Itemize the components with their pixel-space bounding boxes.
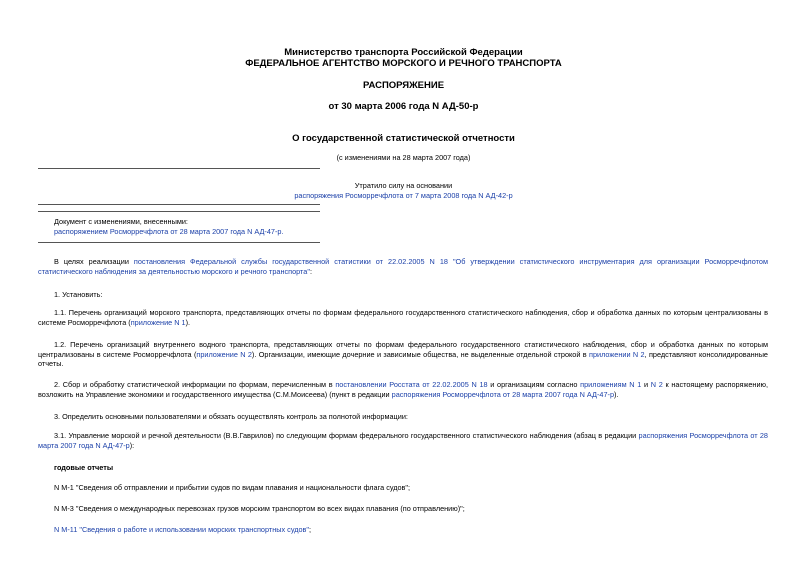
form-m3: N М-3 "Сведения о международных перевозках грузов морским транспортом во всех видах плавания (по отправлению)"; — [54, 504, 465, 513]
void-notice-link[interactable]: распоряжения Росморречфлота от 7 марта 2008 года N АД-42-р — [294, 191, 513, 200]
form-m1: N М-1 "Сведения об отправлении и прибытии судов по видам плавания и национальности флага судов"; — [54, 483, 411, 492]
paragraph-2: 2. Сбор и обработку статистической информации по формам, перечисленным в постановлении Росстата от 22.02.2005 N 18 и организациям согласно приложениям N 1 и N 2 к настоящему распоряжению, возложить на Управление экономики и государственного имущества (С.М.Моисеева) (пункт в редакции распоряжения Росморречфлота от 28 марта 2007 года N АД-47-р). — [38, 380, 769, 399]
divider — [38, 242, 320, 243]
annual-reports-heading: годовые отчеты — [54, 463, 114, 472]
form-m11: N М-11 "Сведения о работе и использовании морских транспортных судов"; — [54, 525, 312, 534]
changes-block-label: Документ с изменениями, внесенными: — [54, 217, 188, 226]
paragraph-3-1: 3.1. Управление морской и речной деятельности (В.В.Гаврилов) по следующим формам федерального государственного статистического наблюдения (абзац в редакции распоряжения Росморречфлота от 28 марта 2007 года N АД-47-р): — [38, 431, 768, 450]
divider — [38, 211, 320, 212]
paragraph-3: 3. Определить основными пользователями и обязать осуществлять контроль за полнотой информации: — [54, 412, 408, 421]
appendix-2-link-2[interactable]: приложении N 2 — [589, 349, 645, 359]
intro-paragraph: В целях реализации постановления Федеральной службы государственной статистики от 22.02.2005 N 18 "Об утверждении статистического инструментария для организации Росморречфлотом статистического наблюдения за деятельностью морского и речного транспорта": — [38, 257, 769, 276]
paragraph-1-1: 1.1. Перечень организаций морского транспорта, представляющих отчеты по формам федерального государственного статистического наблюдения, сбор и обработка данных по которым централизованы в системе Росморречфлота (приложение N 1). — [38, 308, 768, 327]
divider — [38, 168, 320, 169]
amendment-link-2[interactable]: распоряжения Росморречфлота от 28 марта 2007 года N АД-47-р — [38, 431, 768, 450]
agency-title: ФЕДЕРАЛЬНОЕ АГЕНТСТВО МОРСКОГО И РЕЧНОГО ТРАНСПОРТА — [245, 58, 562, 69]
appendix-2-link-3[interactable]: N 2 — [650, 380, 663, 389]
paragraph-1-2: 1.2. Перечень организаций внутреннего водного транспорта, представляющих отчеты по формам федерального государственного статистического наблюдения, сбор и обработка данных по которым централизованы в системе Росморречфлота (приложение N 2). Организации, имеющие дочерние и зависимые общества, не выделенные отдельной строкой в приложении N 2, представляют консолидированные отчеты. — [38, 340, 768, 369]
form-m11-link[interactable]: N М-11 "Сведения о работе и использовании морских транспортных судов" — [54, 525, 310, 534]
changes-note: (с изменениями на 28 марта 2007 года) — [336, 153, 471, 162]
appendix-2-link[interactable]: приложение N 2 — [196, 349, 252, 359]
paragraph-1: 1. Установить: — [54, 290, 103, 299]
appendix-1-link[interactable]: приложение N 1 — [130, 317, 186, 327]
rosstat-link[interactable]: постановлении Росстата от 22.02.2005 N 18 — [335, 380, 488, 389]
document-date: от 30 марта 2006 года N АД-50-р — [328, 101, 479, 112]
void-notice-text: Утратило силу на основании — [354, 181, 453, 190]
changes-block-link[interactable]: распоряжением Росморречфлота от 28 марта 2007 года N АД-47-р. — [54, 227, 284, 236]
document-title: О государственной статистической отчетности — [292, 133, 515, 144]
amendment-link[interactable]: распоряжения Росморречфлота от 28 марта 2007 года N АД-47-р — [391, 389, 614, 399]
divider — [38, 204, 320, 205]
intro-link[interactable]: постановления Федеральной службы государственной статистики от 22.02.2005 N 18 "Об утверждении статистического инструментария для организации Росморречфлотом статистического наблюдения за деятельностью морского и речного транспорта" — [38, 257, 769, 276]
ministry-title: Министерство транспорта Российской Федерации — [284, 47, 523, 58]
document-type: РАСПОРЯЖЕНИЕ — [362, 80, 445, 91]
appendix-1-link-2[interactable]: приложениям N 1 — [580, 380, 642, 389]
